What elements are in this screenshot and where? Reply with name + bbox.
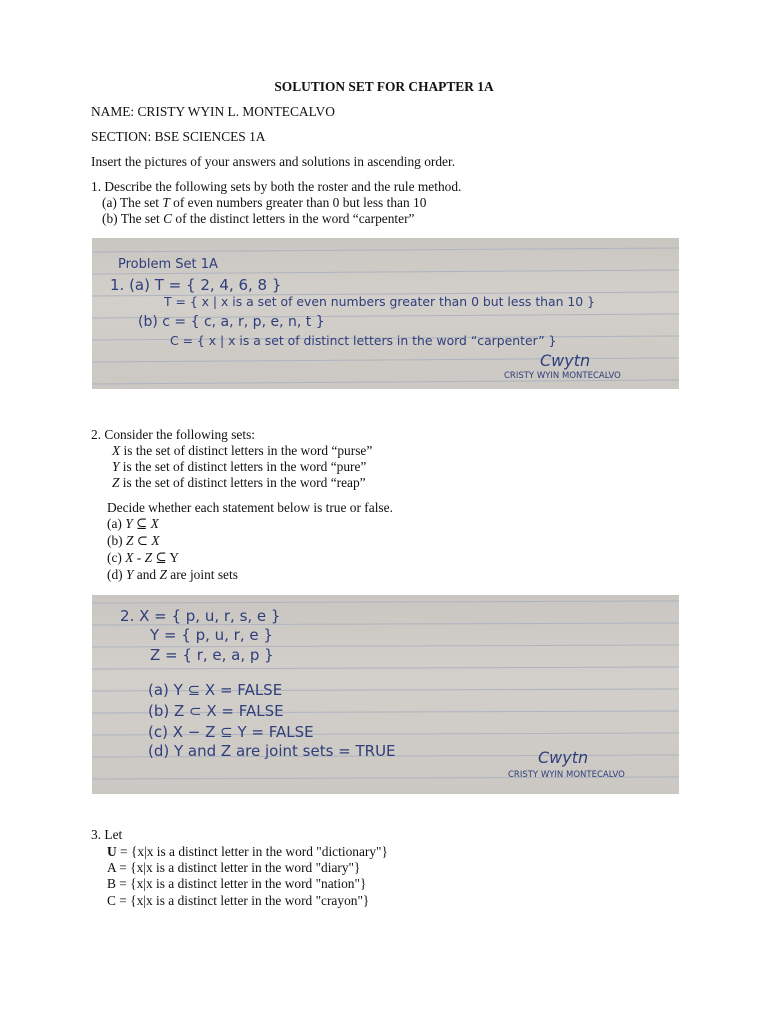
q3-stem: 3. Let xyxy=(91,827,123,842)
document-title: SOLUTION SET FOR CHAPTER 1A xyxy=(274,79,494,94)
hw-q1-line-5: C = { x | x is a set of distinct letters in the word “carpenter” } xyxy=(170,333,557,348)
q2-set-x: X is the set of distinct letters in the word “purse” xyxy=(112,443,373,458)
hw-q2-line-2: Y = { p, u, r, e } xyxy=(150,626,273,644)
section-line: SECTION: BSE SCIENCES 1A xyxy=(91,129,266,144)
q3-set-b: B = {x|x is a distinct letter in the word "nation"} xyxy=(107,876,367,891)
q3-set-a: A = {x|x is a distinct letter in the word "diary"} xyxy=(107,860,361,875)
instruction-text: Insert the pictures of your answers and solutions in ascending order. xyxy=(91,154,456,169)
q2-statement-c: (c) X - Z ⊆ Y xyxy=(107,550,180,565)
q1-stem: 1. Describe the following sets by both the roster and the rule method. xyxy=(91,179,462,194)
q1-part-a: (a) The set T of even numbers greater than 0 but less than 10 xyxy=(102,195,427,210)
answer-photo-1 xyxy=(92,238,679,389)
hw-q2-line-4: (a) Y ⊆ X = FALSE xyxy=(148,681,283,699)
hw-q1-signature-name: CRISTY WYIN MONTECALVO xyxy=(504,371,621,381)
hw-q2-signature-name: CRISTY WYIN MONTECALVO xyxy=(508,770,625,780)
hw-q2-line-7: (d) Y and Z are joint sets = TRUE xyxy=(148,742,396,760)
hw-q2-line-6: (c) X − Z ⊆ Y = FALSE xyxy=(148,723,314,741)
q2-stem: 2. Consider the following sets: xyxy=(91,427,256,442)
q2-statement-d: (d) Y and Z are joint sets xyxy=(107,567,238,582)
answer-photo-2 xyxy=(92,595,679,794)
hw-q2-line-3: Z = { r, e, a, p } xyxy=(150,646,274,664)
hw-q1-signature: Cwytn xyxy=(540,351,591,370)
q2-set-z: Z is the set of distinct letters in the word “reap” xyxy=(112,475,366,490)
q1-part-b: (b) The set C of the distinct letters in the word “carpenter” xyxy=(102,211,415,226)
hw-q1-line-2: 1. (a) T = { 2, 4, 6, 8 } xyxy=(110,276,282,294)
hw-q1-line-4: (b) c = { c, a, r, p, e, n, t } xyxy=(138,314,325,330)
q2-decide: Decide whether each statement below is true or false. xyxy=(107,500,393,515)
q2-set-y: Y is the set of distinct letters in the word “pure” xyxy=(112,459,367,474)
q2-statement-b: (b) Z ⊂ X xyxy=(107,533,160,548)
hw-q2-signature: Cwytn xyxy=(538,748,589,767)
hw-q2-line-5: (b) Z ⊂ X = FALSE xyxy=(148,702,284,720)
hw-q1-line-3: T = { x | x is a set of even numbers greater than 0 but less than 10 } xyxy=(164,294,596,309)
q2-statement-a: (a) Y ⊆ X xyxy=(107,516,159,531)
q3-set-u: U = {x|x is a distinct letter in the word "dictionary"} xyxy=(107,844,388,859)
hw-q2-line-1: 2. X = { p, u, r, s, e } xyxy=(120,607,281,625)
hw-q1-line-1: Problem Set 1A xyxy=(118,257,218,272)
q3-set-c: C = {x|x is a distinct letter in the word "crayon"} xyxy=(107,893,370,908)
name-line: NAME: CRISTY WYIN L. MONTECALVO xyxy=(91,104,335,119)
